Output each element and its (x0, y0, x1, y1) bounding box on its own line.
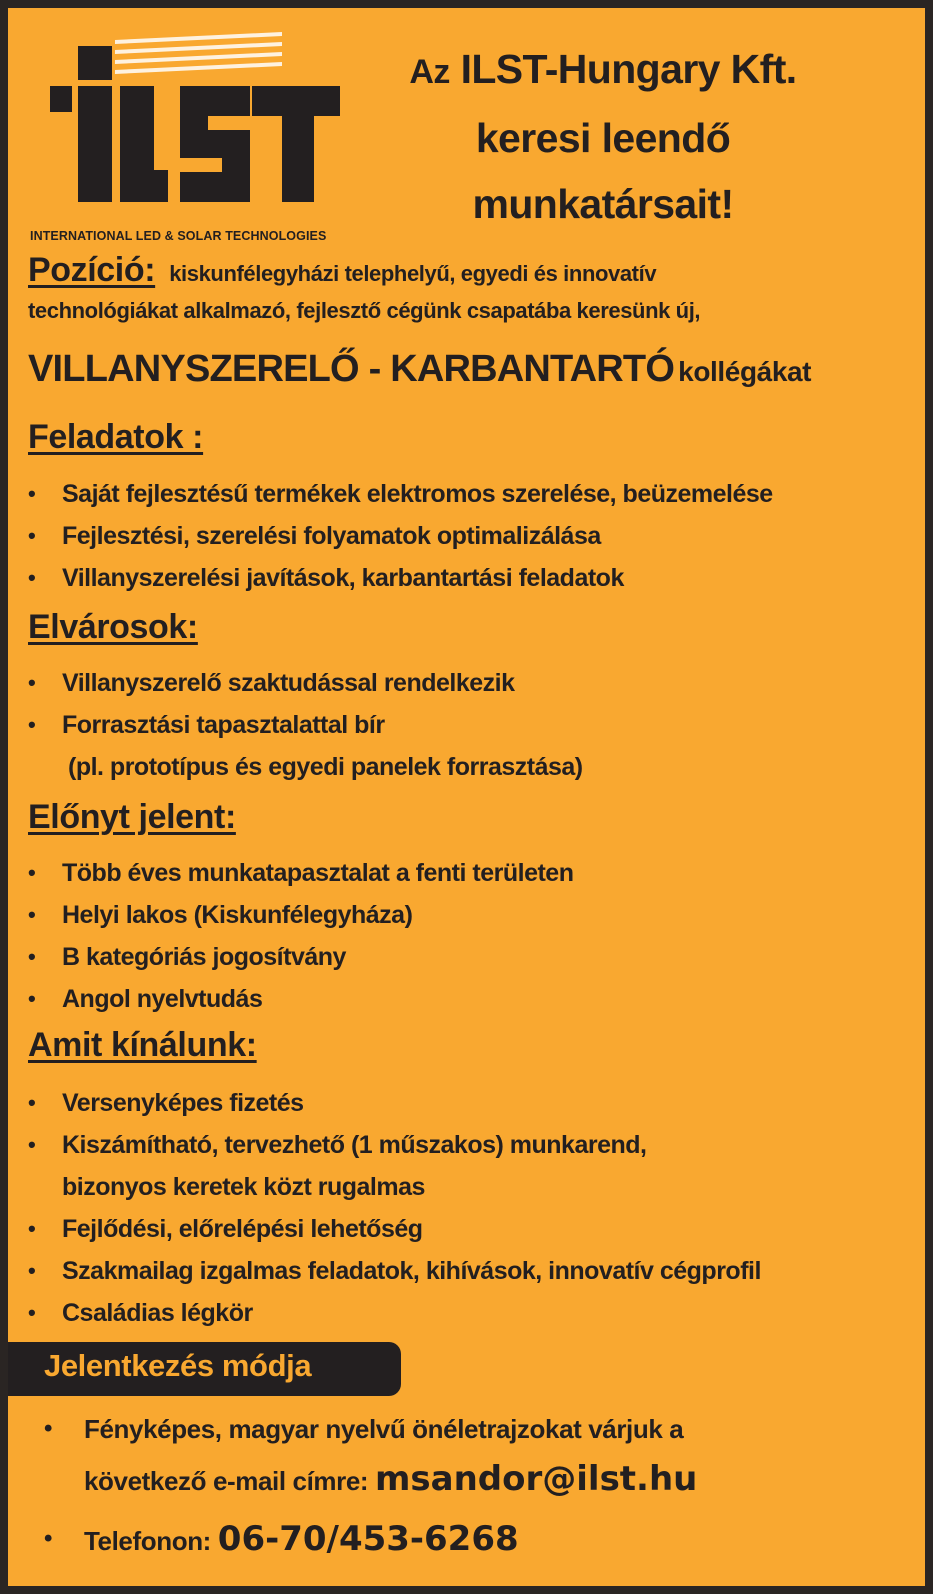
position-line-1 (28, 251, 656, 290)
requirements-heading: Elvárosok: (28, 608, 198, 646)
position-text-1: kiskunfélegyházi telephelyű, egyedi és innovatív (169, 261, 657, 286)
headline (368, 36, 838, 237)
list-item: • Angol nyelvtudás (28, 978, 573, 1020)
offer-heading: Amit kínálunk: (28, 1026, 257, 1064)
list-item: • Fejlesztési, szerelési folyamatok optimalizálása (28, 515, 773, 557)
job-advertisement (8, 8, 925, 1586)
headline-prefix: Az (409, 53, 450, 91)
list-item: • Kiszámítható, tervezhető (1 műszakos) munkarend, (28, 1124, 761, 1166)
logo-subtitle: INTERNATIONAL LED & SOLAR TECHNOLOGIES (30, 229, 327, 243)
list-item: • Saját fejlesztésű termékek elektromos szerelése, beüzemelése (28, 473, 773, 515)
list-item: • Családias légkör (28, 1292, 761, 1334)
apply-item-email (44, 1450, 697, 1510)
tasks-heading: Feladatok : (28, 418, 204, 456)
list-item-continuation: bizonyos keretek közt rugalmas (62, 1173, 425, 1201)
apply-heading: Jelentkezés módja (44, 1348, 312, 1383)
list-item: • Villanyszerelő szaktudással rendelkezik (28, 662, 583, 704)
apply-phone[interactable]: 06-70/453-6268 (217, 1519, 519, 1559)
apply-banner (8, 1342, 401, 1396)
offer-list (28, 1082, 761, 1334)
headline-line-1 (368, 36, 838, 105)
position-role-suffix: kollégákat (678, 356, 812, 387)
list-item: • Helyi lakos (Kiskunfélegyháza) (28, 894, 573, 936)
position-heading: Pozíció: (28, 251, 156, 289)
apply-item-email-intro: • Fényképes, magyar nyelvű önéletrajzokat várjuk a (44, 1408, 697, 1450)
list-item: • Több éves munkatapasztalat a fenti területen (28, 852, 573, 894)
list-item: • Versenyképes fizetés (28, 1082, 761, 1124)
advantages-list (28, 852, 573, 1020)
headline-line-2: keresi leendő (475, 115, 731, 161)
list-item-note: (pl. prototípus és egyedi panelek forrasztása) (68, 753, 583, 781)
list-item: • Szakmailag izgalmas feladatok, kihívások, innovatív cégprofil (28, 1250, 761, 1292)
ilst-logo (20, 30, 350, 243)
position-role-line (28, 348, 811, 391)
headline-company: ILST-Hungary Kft. (460, 46, 797, 92)
list-item: • Villanyszerelési javítások, karbantartási feladatok (28, 557, 773, 599)
ilst-logo-mark (20, 30, 350, 210)
requirements-list (28, 662, 583, 788)
position-text-2: technológiákat alkalmazó, fejlesztő cégünk csapatába keresünk új, (28, 298, 701, 323)
headline-line-3: munkatársait! (472, 181, 734, 227)
advantages-heading: Előnyt jelent: (28, 798, 236, 836)
apply-phone-label: Telefonon: (84, 1526, 211, 1556)
apply-email[interactable]: msandor@ilst.hu (374, 1459, 698, 1499)
apply-item-phone (44, 1510, 697, 1570)
tasks-list (28, 473, 773, 599)
list-item: • Forrasztási tapasztalattal bír (28, 704, 583, 746)
apply-email-prefix: következő e-mail címre: (84, 1466, 369, 1496)
apply-list (44, 1408, 697, 1570)
position-role: VILLANYSZERELŐ - KARBANTARTÓ (28, 348, 675, 390)
list-item: • B kategóriás jogosítvány (28, 936, 573, 978)
list-item: • Fejlődési, előrelépési lehetőség (28, 1208, 761, 1250)
